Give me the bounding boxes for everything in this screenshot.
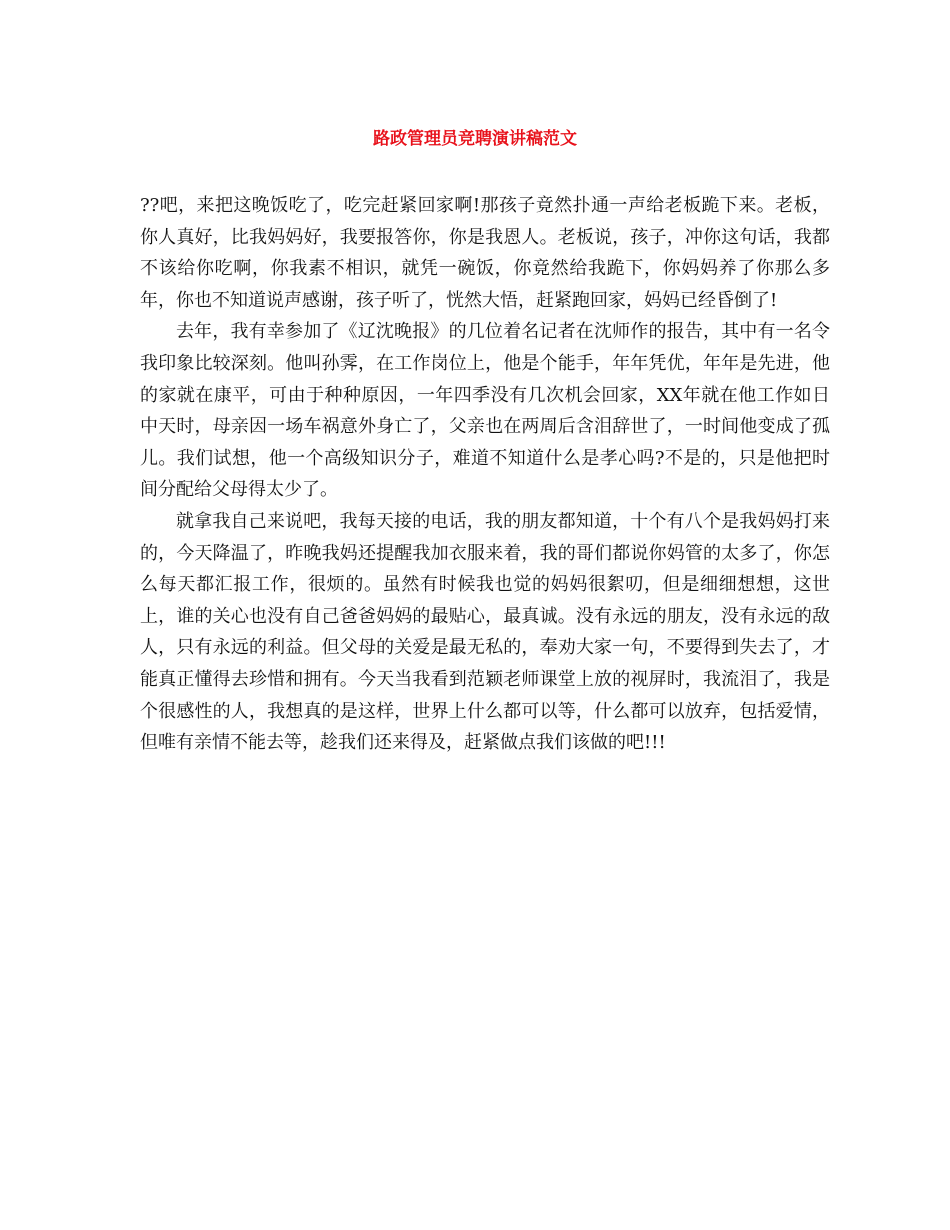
paragraph-3: 就拿我自己来说吧，我每天接的电话，我的朋友都知道，十个有八个是我妈妈打来的，今天降温了，昨晚我妈还提醒我加衣服来着，我的哥们都说你妈管的太多了，你怎么每天都汇报工作，很烦的。虽然有时候我也觉的妈妈很絮叨，但是细细想想，这世上，谁的关心也没有自己爸爸妈妈的最贴心，最真诚。没有永远的朋友，没有永远的敌人，只有永远的利益。但父母的关爱是最无私的，奉劝大家一句，不要得到失去了，才能真正懂得去珍惜和拥有。今天当我看到范颖老师课堂上放的视屏时，我流泪了，我是个很感性的人，我想真的是这样，世界上什么都可以等，什么都可以放弃，包括爱情，但唯有亲情不能去等，趁我们还来得及，赶紧做点我们该做的吧!!! bbox=[140, 510, 830, 754]
paragraph-1: ??吧，来把这晚饭吃了，吃完赶紧回家啊!那孩子竟然扑通一声给老板跪下来。老板，你人真好，比我妈妈好，我要报答你，你是我恩人。老板说，孩子，冲你这句话，我都不该给你吃啊，你我素不相识，就凭一碗饭，你竟然给我跪下，你妈妈养了你那么多年，你也不知道说声感谢，孩子听了，恍然大悟，赶紧跑回家，妈妈已经昏倒了! bbox=[140, 195, 830, 311]
document-title: 路政管理员竞聘演讲稿范文 bbox=[373, 129, 577, 149]
document-body bbox=[140, 190, 830, 759]
paragraph-2: 去年，我有幸参加了《辽沈晚报》的几位着名记者在沈师作的报告，其中有一名令我印象比较深刻。他叫孙霁，在工作岗位上，他是个能手，年年凭优，年年是先进，他的家就在康平，可由于种种原因，一年四季没有几次机会回家，XX年就在他工作如日中天时，母亲因一场车祸意外身亡了，父亲也在两周后含泪辞世了，一时间他变成了孤儿。我们试想，他一个高级知识分子，难道不知道什么是孝心吗?不是的，只是他把时间分配给父母得太少了。 bbox=[140, 321, 830, 501]
